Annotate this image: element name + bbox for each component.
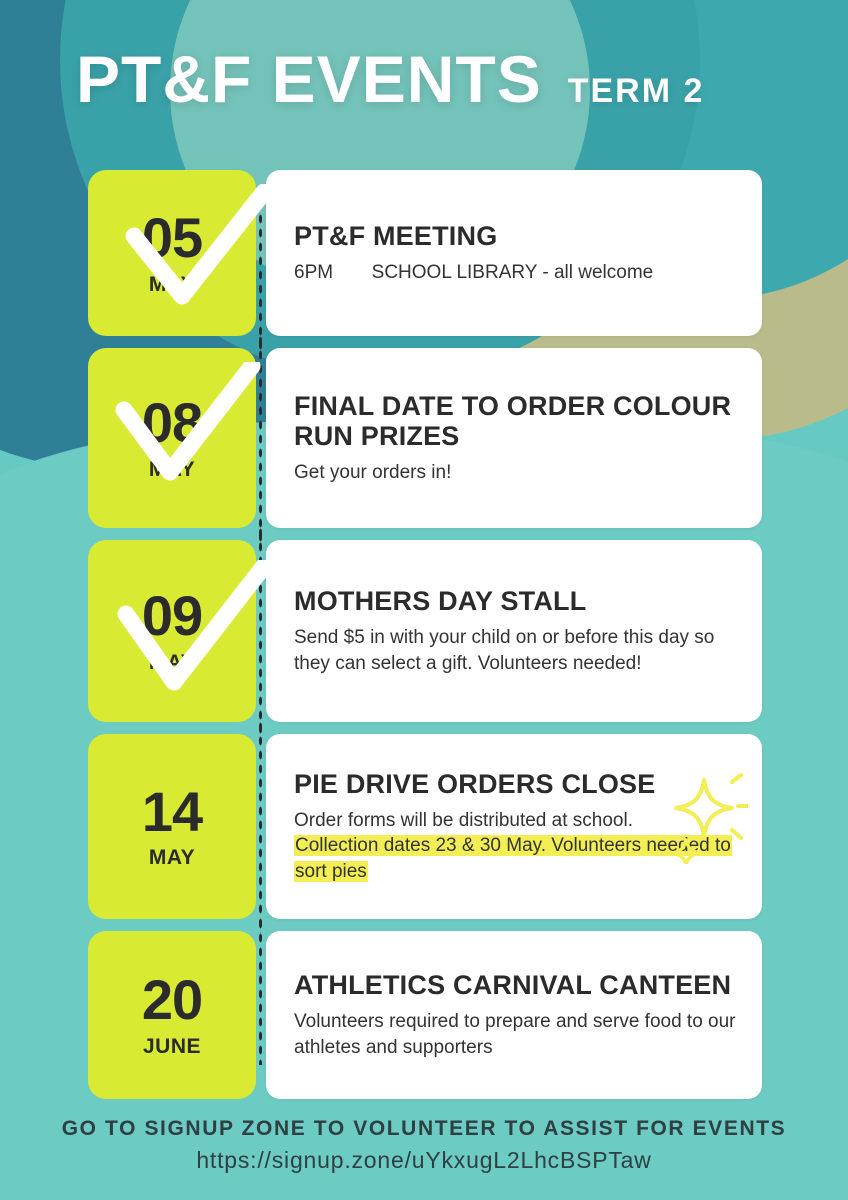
event-title: PT&F MEETING bbox=[294, 220, 498, 251]
term-label: TERM 2 bbox=[567, 72, 705, 110]
event-date-chip bbox=[88, 540, 256, 722]
event-card bbox=[266, 931, 762, 1099]
event-title: MOTHERS DAY STALL bbox=[294, 586, 587, 617]
event-date-chip bbox=[88, 348, 256, 528]
event-date-chip bbox=[88, 170, 256, 336]
page-title: PT&F EVENTS bbox=[76, 42, 542, 116]
event-description bbox=[294, 808, 736, 884]
event-row bbox=[88, 348, 762, 528]
event-row bbox=[88, 931, 762, 1099]
event-date-day: 20 bbox=[141, 968, 203, 1032]
event-date-chip bbox=[88, 931, 256, 1099]
event-date-month: MAY bbox=[148, 846, 196, 870]
poster-footer bbox=[0, 1117, 848, 1174]
events-timeline bbox=[88, 170, 762, 1111]
event-row bbox=[88, 170, 762, 336]
event-date-day: 05 bbox=[141, 206, 203, 270]
event-time: 6PM bbox=[294, 261, 334, 283]
event-description: Get your orders in! bbox=[294, 462, 452, 484]
footer-instruction: GO TO SIGNUP ZONE TO VOLUNTEER TO ASSIST FOR EVENTS bbox=[61, 1117, 787, 1140]
event-row bbox=[88, 734, 762, 919]
event-title: ATHLETICS CARNIVAL CANTEEN bbox=[294, 970, 732, 1001]
event-description bbox=[294, 260, 736, 285]
event-row bbox=[88, 540, 762, 722]
poster-header bbox=[0, 42, 848, 116]
event-description: Volunteers required to prepare and serve food to our athletes and supporters bbox=[294, 1011, 736, 1058]
event-title: FINAL DATE TO ORDER COLOUR RUN PRIZES bbox=[294, 390, 732, 451]
event-location: SCHOOL LIBRARY - all welcome bbox=[371, 261, 654, 283]
event-date-day: 08 bbox=[141, 391, 203, 455]
event-date-chip bbox=[88, 734, 256, 919]
event-date-day: 09 bbox=[141, 584, 203, 648]
event-date-month: JUNE bbox=[142, 1034, 202, 1058]
event-card bbox=[266, 348, 762, 528]
event-description-plain: Order forms will be distributed at school. bbox=[294, 810, 633, 832]
event-description-highlight: Collection dates 23 & 30 May. Volunteers needed to sort pies bbox=[295, 835, 731, 882]
event-card bbox=[266, 170, 762, 336]
event-date-month: MAY bbox=[148, 650, 196, 674]
event-date-day: 14 bbox=[141, 779, 203, 843]
event-date-month: MAY bbox=[148, 272, 196, 296]
event-description: Send $5 in with your child on or before this day so they can select a gift. Volunteers needed! bbox=[294, 627, 715, 674]
event-card bbox=[266, 734, 762, 919]
event-title: PIE DRIVE ORDERS CLOSE bbox=[294, 768, 656, 799]
event-date-month: MAY bbox=[148, 457, 196, 481]
event-card bbox=[266, 540, 762, 722]
footer-url[interactable]: https://signup.zone/uYkxugL2LhcBSPTaw bbox=[196, 1147, 652, 1173]
